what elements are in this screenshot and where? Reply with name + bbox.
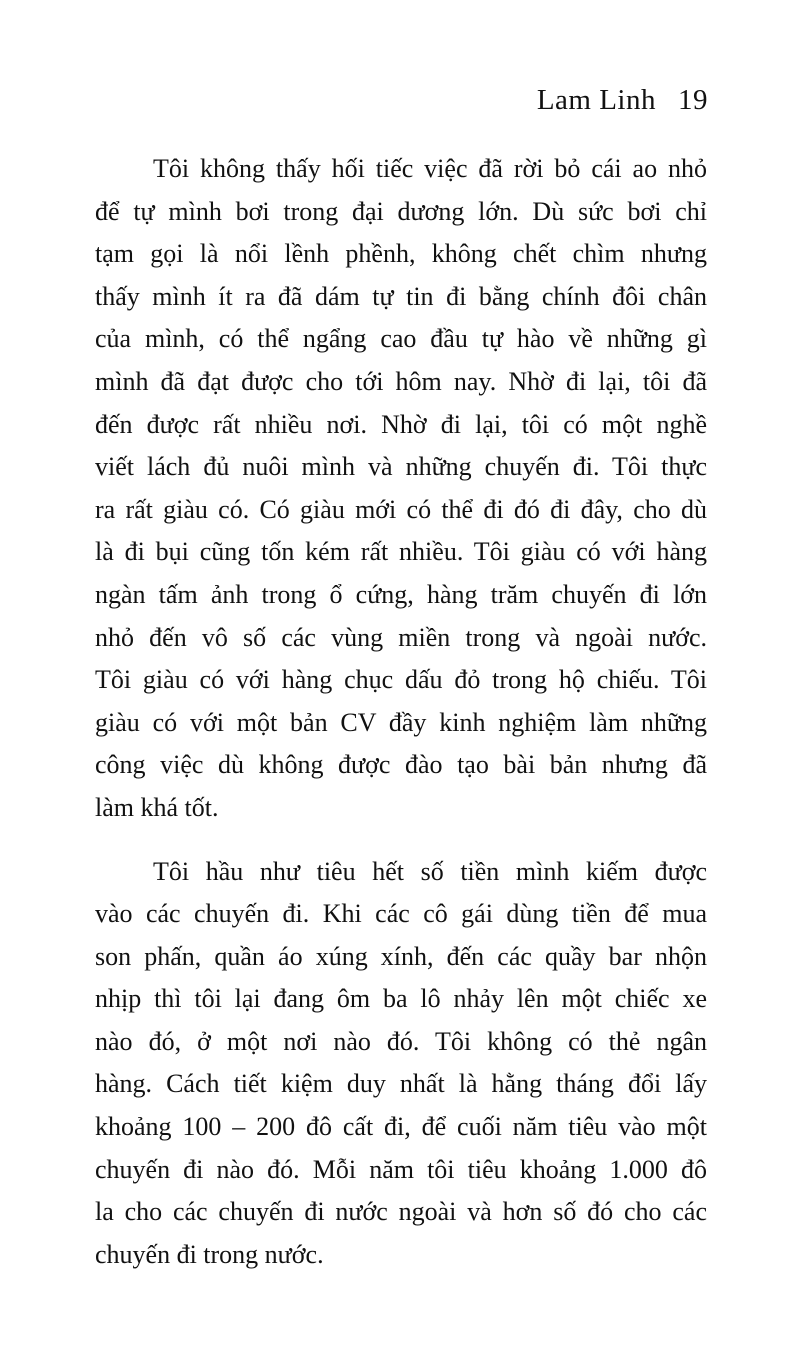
text-line: đến được rất nhiều nơi. Nhờ đi lại, tôi có một nghề [95,409,707,439]
text-line: khoảng 100 – 200 đô cất đi, để cuối năm tiêu vào một [95,1112,707,1142]
body-text [95,148,707,1276]
text-line: son phấn, quần áo xúng xính, đến các quầy bar nhộn [95,941,707,971]
text-line: công việc dù không được đào tạo bài bản nhưng đã [95,750,707,780]
page-number: 19 [678,84,708,116]
text-line: thấy mình ít ra đã dám tự tin đi bằng chính đôi chân [95,281,707,311]
author-name: Lam Linh [536,84,656,116]
text-line: Tôi hầu như tiêu hết số tiền mình kiếm được [153,856,707,886]
text-line: của mình, có thể ngẩng cao đầu tự hào về những gì [95,324,707,354]
text-line: la cho các chuyến đi nước ngoài và hơn số đó cho các [95,1197,707,1227]
text-line: ra rất giàu có. Có giàu mới có thể đi đó đi đây, cho dù [95,494,707,524]
text-line: mình đã đạt được cho tới hôm nay. Nhờ đi lại, tôi đã [95,366,707,396]
text-line: chuyến đi nào đó. Mỗi năm tôi tiêu khoảng 1.000 đô [95,1154,707,1184]
text-line: viết lách đủ nuôi mình và những chuyến đi. Tôi thực [95,452,707,482]
text-line: nhịp thì tôi lại đang ôm ba lô nhảy lên một chiếc xe [95,984,707,1014]
text-line: Tôi giàu có với hàng chục dấu đỏ trong hộ chiếu. Tôi [95,665,707,695]
text-line: là đi bụi cũng tốn kém rất nhiều. Tôi giàu có với hàng [95,537,707,567]
text-line: tạm gọi là nổi lềnh phềnh, không chết chìm nhưng [95,239,707,269]
text-line: nào đó, ở một nơi nào đó. Tôi không có thẻ ngân [95,1026,707,1056]
text-line: giàu có với một bản CV đầy kinh nghiệm làm những [95,707,707,737]
text-line: nhỏ đến vô số các vùng miền trong và ngoài nước. [95,622,707,652]
text-line: làm khá tốt. [95,792,219,822]
paragraph-1 [95,148,707,830]
text-line: vào các chuyến đi. Khi các cô gái dùng tiền để mua [95,899,707,929]
text-line: ngàn tấm ảnh trong ổ cứng, hàng trăm chuyến đi lớn [95,579,707,609]
paragraph-2 [95,851,707,1277]
text-line: để tự mình bơi trong đại dương lớn. Dù sức bơi chỉ [95,196,707,226]
running-head [537,84,708,117]
text-line: hàng. Cách tiết kiệm duy nhất là hằng tháng đổi lấy [95,1069,707,1099]
text-line: Tôi không thấy hối tiếc việc đã rời bỏ cái ao nhỏ [153,154,707,183]
text-line: chuyến đi trong nước. [95,1239,324,1269]
